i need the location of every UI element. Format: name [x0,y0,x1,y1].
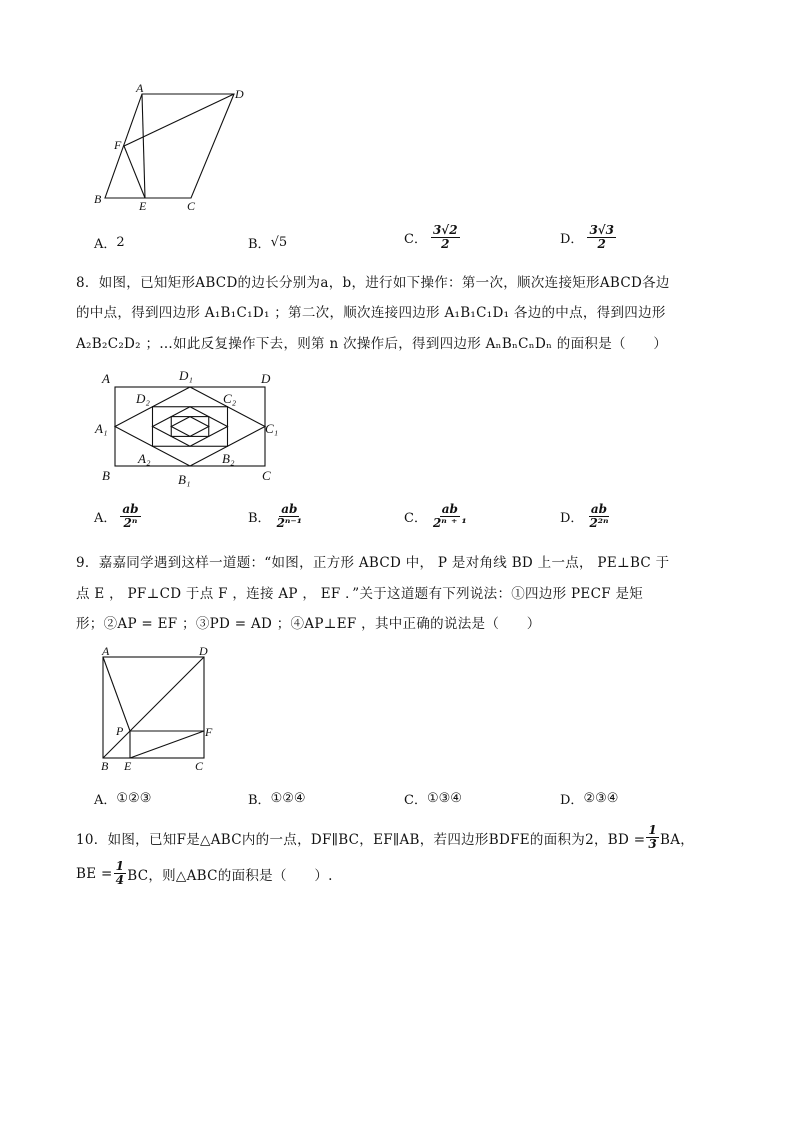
label-C2: C₂ [223,391,237,406]
label-C1: C₁ [265,421,279,436]
label-B: B [102,468,110,483]
q9-option-b[interactable]: B． ①②④ [248,791,306,808]
label-B: B [94,192,102,206]
q9-option-d[interactable]: D． ②③④ [560,791,619,808]
label-B: B [101,759,109,773]
figure-q9 [94,644,224,774]
label-D: D [235,87,244,101]
q8-text-line2: 的中点，得到四边形 A₁B₁C₁D₁ ；第二次，顺次连接四边形 A₁B₁C₁D₁ 各边的中点，得到四边形 [76,305,666,321]
q8-option-b[interactable]: B． $\frac{ab}{\text{2ⁿ⁻¹}}$ [248,502,302,531]
q9-text-line1: 9．嘉嘉同学遇到这样一道题：“如图，正方形 ABCD 中， P 是对角线 BD 上一点， PE⊥BC 于 [76,555,670,571]
label-F: F [114,138,122,152]
fraction-bd: $\frac{1}{3}$ [648,823,657,852]
fraction-be: $\frac{1}{4}$ [115,859,125,888]
option-value: 2 [116,235,125,250]
q7-option-a[interactable] [94,233,125,252]
q8-option-d[interactable]: D． $\frac{ab}{\text{2²ⁿ}}$ [560,502,609,531]
label-A: A [136,82,144,95]
q8-text-line3: A₂B₂C₂D₂ ；…如此反复操作下去，则第 n 次操作后，得到四边形 AₙBₙCₙDₙ 的面积是（ ） [76,336,668,352]
q7-option-c[interactable] [404,224,460,251]
q7-option-d[interactable] [560,224,616,251]
label-A: A [102,371,110,386]
option-fraction: $\frac{3√2}{2}$ [432,223,458,252]
label-C: C [195,759,204,773]
q8-option-a[interactable]: A． $\frac{ab}{\text{2ⁿ}}$ [94,502,139,531]
label-A1: A₁ [95,421,108,436]
figure-q7 [88,82,258,212]
label-E: E [124,759,132,773]
label-E: E [139,199,147,212]
option-label: A． [94,237,117,252]
q9-text-line3: 形；②AP = EF ；③PD = AD ；④AP⊥EF ，其中正确的说法是（ ） [76,616,541,632]
label-B2: B₂ [222,451,235,466]
option-value: √5 [270,235,288,250]
label-D: D [199,644,208,658]
label-A2: A₂ [138,451,151,466]
q7-option-b[interactable] [248,233,287,252]
figure-q8 [92,366,292,492]
q10-text-line1: 10．如图，已知F是△ABC内的一点，DF∥BC，EF∥AB，若四边形BDFE的面积为2，BD = $\frac{1}{3}$ BA， [76,823,695,852]
q8-text-line1: 8．如图，已知矩形ABCD的边长分别为a，b，进行如下操作：第一次，顺次连接矩形ABCD各边 [76,275,670,291]
q9-option-c[interactable]: C． ①③④ [404,791,462,808]
q10-text-line2: BE = $\frac{1}{4}$ BC，则△ABC的面积是（ ）. [76,859,333,888]
q8-option-c[interactable]: C． $\frac{ab}{\text{2ⁿ ⁺ ¹}}$ [404,502,467,531]
label-B1: B₁ [178,472,191,487]
label-A: A [102,644,110,658]
label-D: D [261,371,271,386]
label-D1: D₁ [179,368,193,383]
label-F: F [205,725,213,739]
label-C: C [262,468,271,483]
option-fraction: $\frac{3√3}{2}$ [589,223,615,252]
label-P: P [116,724,124,738]
label-C: C [187,199,196,212]
option-label: C． [404,232,427,248]
q9-option-a[interactable]: A． ①②③ [94,791,152,808]
option-label: B． [248,237,271,252]
q9-text-line2: 点 E ， PF⊥CD 于点 F ，连接 AP ， EF ．”关于这道题有下列说法：①四边形 PECF 是矩 [76,586,644,602]
option-label: D． [560,232,584,248]
label-D2: D₂ [136,391,150,406]
